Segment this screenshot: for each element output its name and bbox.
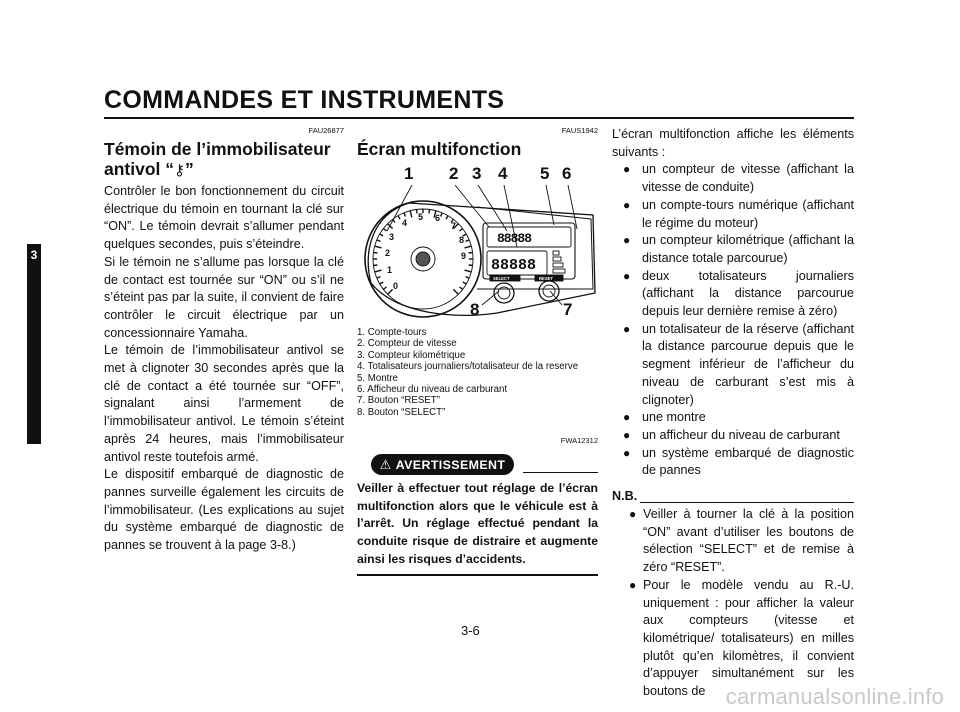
page-number: 3-6 [461,623,480,638]
tach-tick [410,211,412,218]
tach-tick [460,287,463,289]
tach-tick [404,213,406,217]
tach-tick [375,246,382,248]
tach-number: 6 [435,213,441,223]
nb-item: ● Pour le modèle vendu au R.-U. uniquement : pour afficher la valeur aux compteurs (vitesse et kilométrique/ totalisateurs) en milles plutôt qu’en kilomètres, il convient d’appuyer simultanément sur les boutons de [629,577,854,699]
nb-header [612,488,854,506]
callout-1: 1 [404,164,414,183]
key-icon: ⚷ [174,162,186,179]
warning-badge [371,454,514,475]
bullet-icon: ● [623,410,631,425]
title-suffix: ” [185,159,194,179]
list-item: ● deux totalisateurs journaliers (affichant la distance parcourue depuis leur dernière remise à zéro) [623,268,854,319]
tach-number: 9 [461,251,467,261]
instrument-cluster-drawing [357,163,598,323]
warning-header-rule [523,472,598,473]
tach-tick [469,265,473,266]
tach-tick [388,289,393,294]
callout-8: 8 [470,300,480,319]
tach-tick [377,277,381,279]
tach-number: 4 [402,218,408,228]
bullet-icon: ● [623,445,631,460]
warning-text: Veiller à effectuer tout réglage de l’écran multifonction alors que le véhicule est à l’arrêt. Un réglage effectué pendant la conduite risque de distraire et augmente ainsi les risques d’accidents. [357,480,598,566]
figure-legend [357,327,598,418]
reset-button-label: RESET [539,276,553,281]
tach-number: 3 [389,232,395,242]
select-button-label: SELECT [493,276,510,281]
lcd-speed-digits: 88888 [491,257,537,274]
list-item: ● un système embarqué de diagnostic de pannes [623,445,854,478]
paragraph: Le dispositif embarqué de diagnostic de pannes surveille également les circuits de l’immobilisateur. (Les explications au sujet du système embarqué de diagnostic de pannes se trouvent à la page 3-8.) [104,467,344,553]
chapter-tab-number: 3 [30,248,38,262]
tach-tick [383,287,386,289]
paragraph: Si le témoin ne s’allume pas lorsque la clé de contact est tournée sur “ON” ou s’il ne s’éteint pas par la suite, il convient de faire contrôler le circuit électrique par un concessionnaire Yamaha. [104,254,344,340]
tach-tick [446,216,448,220]
column-multifunction-display [357,126,598,576]
callout-6: 6 [562,164,572,183]
tach-tick [377,240,381,242]
bullet-icon: ● [623,233,631,248]
chapter-tab [27,244,41,444]
bullet-icon: ● [623,427,631,442]
tach-tick [460,229,463,231]
legend-item: 7. Bouton “RESET” [357,395,440,407]
tach-tick [469,253,473,254]
warning-code: FWA12312 [560,436,598,446]
watermark: carmanualsonline.info [725,684,944,709]
column-immobilizer [104,126,344,555]
tach-number: 7 [451,221,457,231]
legend-item: 2. Compteur de vitesse [357,338,457,350]
tach-tick [465,270,472,272]
bullet-icon: ● [629,507,637,522]
legend-item: 3. Compteur kilométrique [357,349,466,361]
legend-item: 4. Totalisateurs journaliers/totalisateur de la reserve [357,361,579,373]
tach-tick [466,277,470,279]
nb-item: ● Veiller à tourner la clé à la position “ON” avant d’utiliser les boutons de sélection “SELECT” et de remise à zéro “RESET”. [629,507,854,575]
paragraph: Contrôler le bon fonctionnement du circuit électrique du témoin en tournant la clé sur “ON”. Le témoin devrait s’allumer pendant quelques secondes, puis s’éteindre. [104,184,344,252]
tach-tick [380,282,384,284]
list-item: ● un totalisateur de la réserve (affichant la distance parcourue depuis que le segment inférieur de l’afficheur du niveau de carburant s’est mis à clignoter) [623,321,854,407]
tach-number: 2 [385,248,391,258]
page-header-title: COMMANDES ET INSTRUMENTS [104,86,505,114]
tach-tick [417,209,418,213]
list-item: ● un compteur de vitesse (affichant la vitesse de conduite) [623,162,854,195]
tach-tick [375,270,382,272]
tach-tick [429,209,430,213]
column-display-elements [612,126,854,701]
tach-tick [463,282,467,284]
nb-rule [640,502,854,503]
tach-number: 8 [459,235,465,245]
lcd-digits: 88888 [497,231,532,246]
tach-tick [398,216,400,220]
bullet-icon: ● [623,162,631,177]
list-item: ● une montre [612,409,854,427]
callout-3: 3 [472,164,482,183]
nb-list [612,506,854,701]
tach-tick [383,229,386,231]
nb-label: N.B. [612,489,638,504]
section-title-line2 [104,159,344,181]
section-title-immobilizer [104,139,344,181]
tach-tick [466,240,470,242]
section-code: FAU26877 [308,126,344,135]
tach-tick [441,213,443,217]
tach-number: 5 [418,212,424,222]
warning-bottom-rule [357,574,598,576]
instrument-cluster-figure [357,163,598,323]
bullet-icon: ● [623,268,631,283]
list-item: ● un afficheur du niveau de carburant [612,427,854,445]
tach-tick [465,246,472,248]
tach-tick [393,219,395,222]
tach-number: 1 [387,265,393,275]
list-item: ● un compteur kilométrique (affichant la distance totale parcourue) [623,233,854,265]
legend-item: 6. Afficheur du niveau de carburant [357,384,508,396]
tach-number: 0 [393,281,399,291]
tach-tick [373,253,377,254]
title-prefix: antivol “ [104,159,175,179]
legend-item: 8. Bouton “SELECT” [357,406,446,418]
list-item: ● un compte-tours numérique (affichant le régime du moteur) [623,197,854,230]
warning-header [357,454,598,476]
header-rule [104,117,854,119]
bullet-icon: ● [629,577,637,592]
tach-tick [380,234,384,236]
callout-4: 4 [498,164,508,183]
paragraph: Le témoin de l’immobilisateur antivol se met à clignoter 30 secondes après que la clé de contact a été tournée sur “OFF”, signalant ainsi l’armement de l’immobilisateur antivol. Le témoin s’éteint après 24 heures, mais l’immobilisateur antivol reste toutefois armé. [104,343,344,464]
callout-2: 2 [449,164,459,183]
section-code: FAUS1942 [561,126,598,135]
legend-item: 5. Montre [357,372,398,384]
callout-7: 7 [563,300,573,319]
legend-item: 1. Compte-tours [357,327,427,338]
tach-tick [373,265,377,266]
warning-triangle-icon: ⚠ [379,456,392,472]
section-title-line1: Témoin de l’immobilisateur [104,139,331,159]
intro-paragraph: L’écran multifonction affiche les éléments suivants : [612,127,854,159]
bullet-icon: ● [623,197,631,212]
callout-5: 5 [540,164,550,183]
display-elements-list [612,161,854,480]
section-title-display: Écran multifonction [357,139,522,159]
tach-tick [453,289,458,294]
bullet-icon: ● [623,321,631,336]
warning-label: AVERTISSEMENT [395,457,506,472]
